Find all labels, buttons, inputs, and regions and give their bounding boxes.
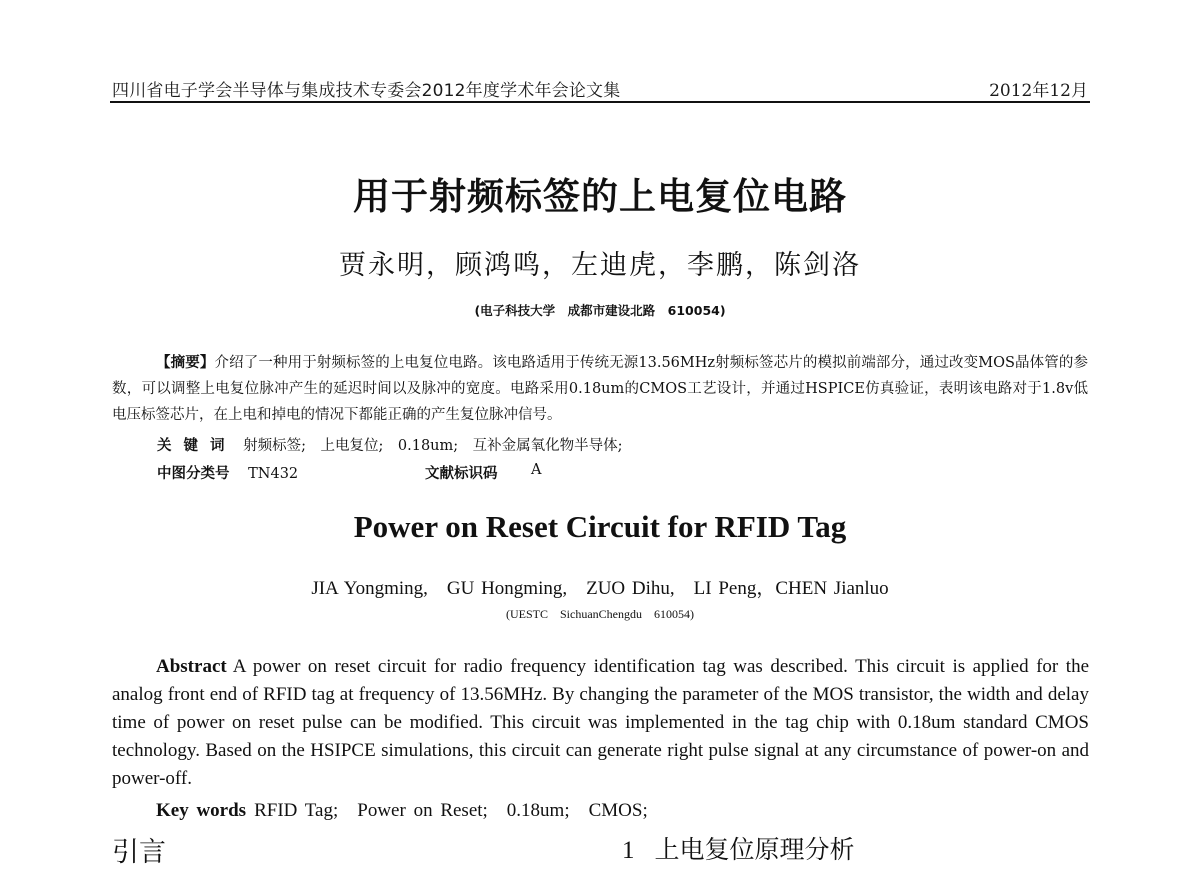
abstract-en	[112, 653, 1089, 793]
classification-row	[157, 462, 857, 483]
header-rule	[110, 101, 1090, 103]
abstract-cn-text: 介绍了一种用于射频标签的上电复位电路。该电路适用于传统无源13.56MHz射频标签芯片的模拟前端部分，通过改变MOS晶体管的参数，可以调整上电复位脉冲产生的延迟时间以及脉冲的宽度。电路采用0.18um的CMOS工艺设计，并通过HSPICE仿真验证，表明该电路对于1.8v低电压标签芯片，在上电和掉电的情况下都能正确的产生复位脉冲信号。	[112, 355, 1089, 423]
doc-code-label: 文献标识码	[425, 466, 498, 482]
affiliation-cn: (电子科技大学 成都市建设北路 610054)	[474, 303, 726, 318]
section-1-number: 1	[622, 837, 635, 864]
keywords-en-text: RFID Tag; Power on Reset; 0.18um; CMOS;	[254, 800, 648, 821]
doc-code-value: A	[531, 462, 542, 478]
section-heading-1	[622, 830, 855, 866]
abstract-en-text: A power on reset circuit for radio frequency identification tag was described. This circuit is applied for the analog front end of RFID tag at frequency of 13.56MHz. By changing the parameter of the MOS transistor, the width and delay time of power on reset pulse can be modified. This circuit was implemented in the tag chip with 0.18um standard CMOS technology. Based on the HSIPCE simulations, this circuit can generate right pulse signal at any circumstance of power-on and power-off.	[112, 656, 1089, 789]
authors-cn: 贾永明，顾鸿鸣，左迪虎，李鹏，陈剑洛	[339, 250, 861, 281]
abstract-cn-label: 【摘要】	[156, 354, 215, 371]
section-heading-intro: 引言	[112, 837, 166, 868]
abstract-en-label: Abstract	[156, 656, 227, 677]
running-header-journal: 四川省电子学会半导体与集成技术专委会2012年度学术年会论文集	[112, 81, 621, 101]
keywords-cn	[157, 434, 623, 455]
clc-value: TN432	[248, 466, 299, 482]
clc-label: 中图分类号	[157, 466, 230, 482]
keywords-en-label: Key words	[156, 800, 247, 821]
keywords-en	[156, 795, 648, 822]
affiliation-en: (UESTC SichuanChengdu 610054)	[506, 607, 694, 621]
paper-title-en: Power on Reset Circuit for RFID Tag	[353, 509, 847, 544]
authors-en: JIA Yongming, GU Hongming, ZUO Dihu, LI Peng，CHEN Jianluo	[311, 578, 889, 599]
paper-title-cn: 用于射频标签的上电复位电路	[353, 175, 847, 218]
section-1-title: 上电复位原理分析	[654, 835, 855, 864]
abstract-cn	[112, 350, 1088, 428]
keywords-cn-label: 关键词	[157, 438, 237, 454]
keywords-cn-text: 射频标签; 上电复位; 0.18um; 互补金属氧化物半导体;	[243, 438, 623, 454]
running-header-date: 2012年12月	[989, 81, 1088, 101]
